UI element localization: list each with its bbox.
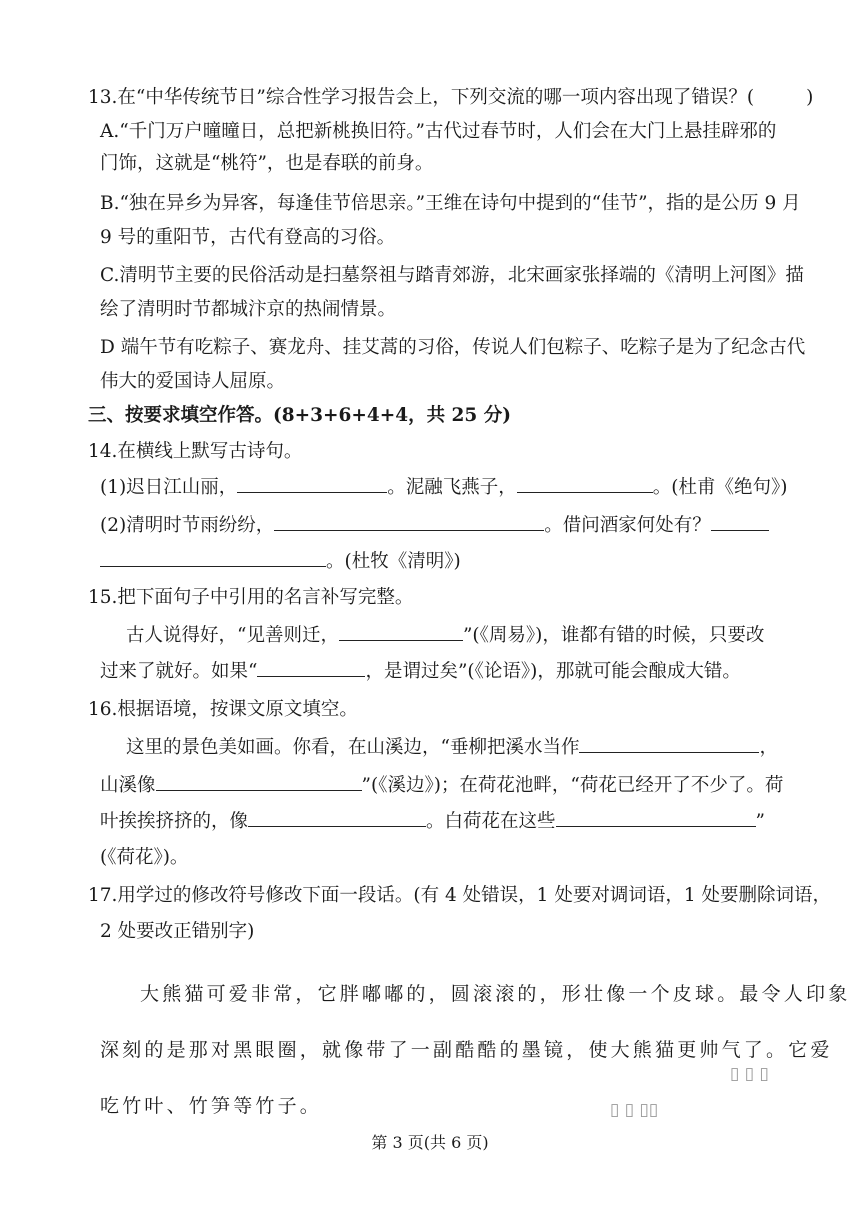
answer-blank[interactable] — [556, 808, 756, 827]
q17-passage-line1: 大熊猫可爱非常，它胖嘟嘟的，圆滚滚的，形壮像一个皮球。最令人印象 — [140, 983, 851, 1005]
answer-blank[interactable] — [339, 622, 463, 641]
answer-blank[interactable] — [248, 808, 426, 827]
answer-blank[interactable] — [100, 548, 326, 567]
q17-title-line1: 17.用学过的修改符号修改下面一段话。(有 4 处错误，1 处要对调词语，1 处要删除词语， — [88, 885, 831, 906]
answer-blank[interactable] — [257, 658, 365, 677]
q15-line1: 古人说得好，“见善则迁， ”(《周易》)，谁都有错的时候，只要改 — [126, 622, 764, 650]
answer-blank[interactable] — [156, 772, 362, 791]
bleed-through-mark: ▯ ▯ ▯ — [730, 1064, 769, 1084]
q13-option-a-line2: 门饰，这就是“桃符”，也是春联的前身。 — [100, 153, 434, 174]
answer-blank[interactable] — [579, 734, 759, 753]
q16-title: 16.根据语境，按课文原文填空。 — [88, 699, 358, 720]
q14-title: 14.在横线上默写古诗句。 — [88, 441, 303, 462]
q16-line3: 叶挨挨挤挤的，像 。白荷花在这些 ” — [100, 808, 765, 836]
q14-part1: (1)迟日江山丽， 。泥融飞燕子， 。(杜甫《绝句》) — [100, 474, 787, 502]
answer-blank[interactable] — [237, 474, 387, 493]
bleed-through-mark: ▯▯ ▯ ▯ — [610, 1100, 659, 1120]
q13-option-d-line2: 伟大的爱国诗人屈原。 — [100, 371, 286, 392]
q16-line4: (《荷花》)。 — [100, 847, 189, 868]
q16-line1: 这里的景色美如画。你看，在山溪边，“垂柳把溪水当作 ， — [126, 734, 778, 762]
q15-line2: 过来了就好。如果“ ，是谓过矣”(《论语》)，那就可能会酿成大错。 — [100, 658, 741, 686]
q13-option-a-line1: A.“千门万户曈曈日，总把新桃换旧符。”古代过春节时，人们会在大门上悬挂辟邪的 — [100, 121, 777, 142]
q13-option-d-line1: D 端午节有吃粽子、赛龙舟、挂艾蒿的习俗，传说人们包粽子、吃粽子是为了纪念古代 — [100, 337, 806, 358]
q13-option-b-line2: 9 号的重阳节，古代有登高的习俗。 — [100, 227, 396, 248]
answer-blank[interactable] — [274, 512, 544, 531]
page-footer: 第 3 页(共 6 页) — [371, 1133, 489, 1152]
answer-blank[interactable] — [711, 512, 769, 531]
q17-passage-line2: 深刻的是那对黑眼圈，就像带了一副酷酷的墨镜，使大熊猫更帅气了。它爱 — [100, 1039, 833, 1061]
q13-option-b-line1: B.“独在异乡为异客，每逢佳节倍思亲。”王维在诗句中提到的“佳节”，指的是公历 9 月 — [100, 193, 801, 214]
q13-option-c-line2: 绘了清明时节都城汴京的热闹情景。 — [100, 299, 397, 320]
q14-part2: (2)清明时节雨纷纷， 。借问酒家何处有？ — [100, 512, 769, 540]
q13-stem: 13.在“中华传统节日”综合性学习报告会上，下列交流的哪一项内容出现了错误？( ) — [88, 87, 814, 108]
q16-line2: 山溪像 ”(《溪边》)；在荷花池畔，“荷花已经开了不少了。荷 — [100, 772, 783, 800]
q17-passage-line3: 吃竹叶、竹笋等竹子。 — [100, 1095, 323, 1117]
q17-title-line2: 2 处要改正错别字) — [100, 921, 255, 942]
section-3-heading: 三、按要求填空作答。(8+3+6+4+4，共 25 分) — [88, 405, 511, 426]
q14-part2-cont: 。(杜牧《清明》) — [100, 548, 461, 576]
q13-option-c-line1: C.清明节主要的民俗活动是扫墓祭祖与踏青郊游，北宋画家张择端的《清明上河图》描 — [100, 265, 804, 286]
answer-blank[interactable] — [517, 474, 653, 493]
q15-title: 15.把下面句子中引用的名言补写完整。 — [88, 587, 414, 608]
